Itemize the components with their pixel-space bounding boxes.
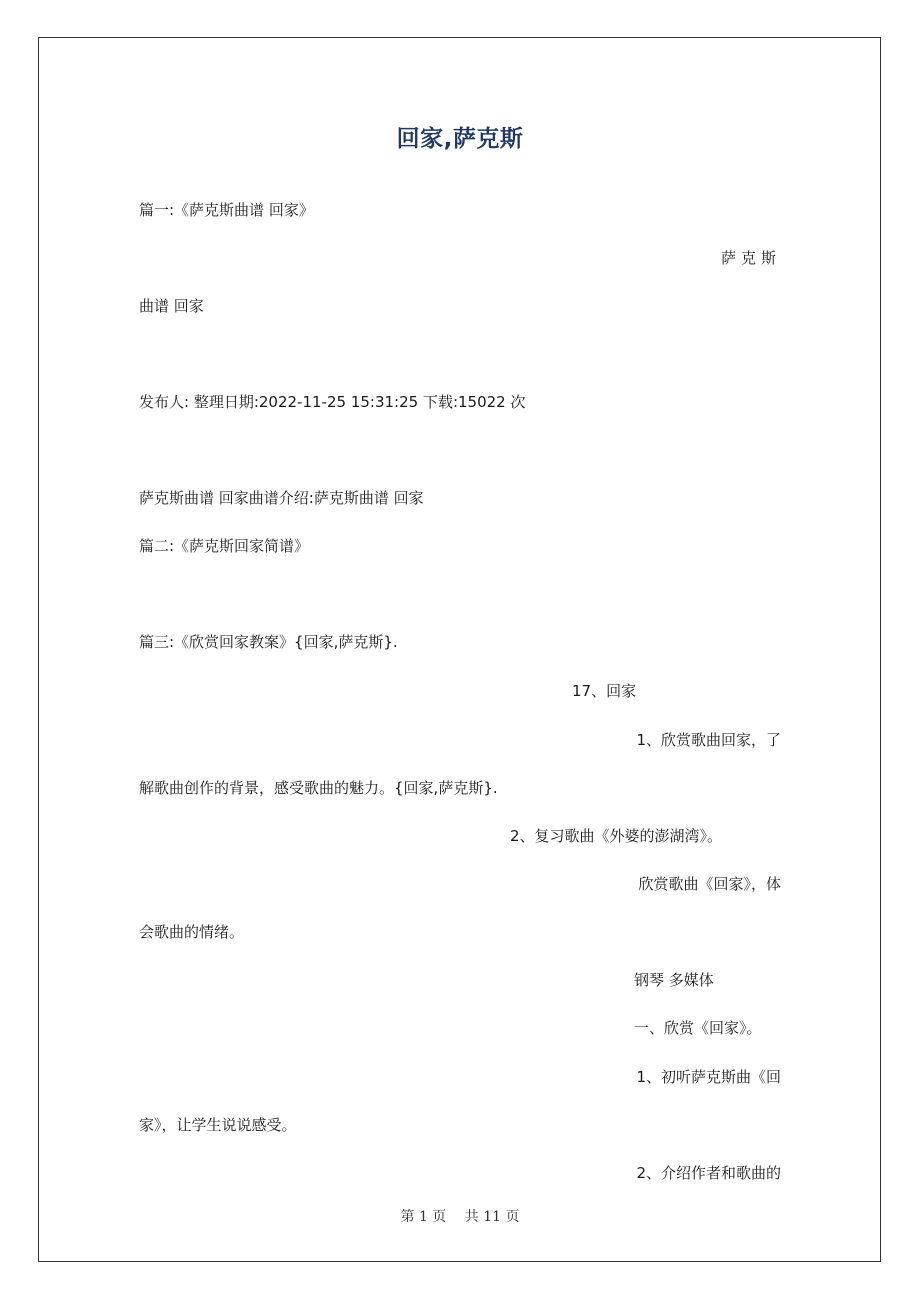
text-line: 一、欣赏《回家》。 — [634, 1019, 762, 1037]
text-line: 会歌曲的情绪。 — [139, 923, 245, 941]
page-total: 共 11 页 — [464, 1209, 520, 1225]
text-line: 家》，让学生说说感受。 — [139, 1116, 297, 1134]
text-line-right: 1、初听萨克斯曲《回 — [636, 1068, 781, 1086]
materials-line: 钢琴 多媒体 — [634, 971, 714, 989]
document-title: 回家,萨克斯 — [396, 126, 524, 152]
page-number: 第 1 页 — [400, 1209, 447, 1225]
page-footer — [0, 1206, 920, 1226]
text-line: 曲谱 回家 — [139, 297, 204, 315]
section-heading-1: 篇一:《萨克斯曲谱 回家》 — [139, 201, 314, 219]
text-line-right: 2、介绍作者和歌曲的 — [636, 1164, 781, 1182]
text-line: 萨克斯曲谱 回家曲谱介绍:萨克斯曲谱 回家 — [139, 489, 424, 507]
text-line-right: 萨克斯 — [720, 249, 781, 267]
text-line: 解歌曲创作的背景，感受歌曲的魅力。{回家,萨克斯}. — [139, 779, 498, 797]
section-heading-3: 篇三:《欣赏回家教案》{回家,萨克斯}. — [139, 633, 398, 651]
lesson-title: 17、回家 — [572, 682, 637, 700]
section-heading-2: 篇二:《萨克斯回家简谱》 — [139, 537, 310, 555]
publish-info-line: 发布人: 整理日期:2022-11-25 15:31:25 下载:15022 次 — [139, 393, 526, 411]
text-line-right: 欣赏歌曲《回家》，体 — [638, 875, 781, 893]
text-line-right: 1、欣赏歌曲回家，了 — [636, 731, 781, 749]
text-line: 2、复习歌曲《外婆的澎湖湾》。 — [510, 827, 723, 845]
